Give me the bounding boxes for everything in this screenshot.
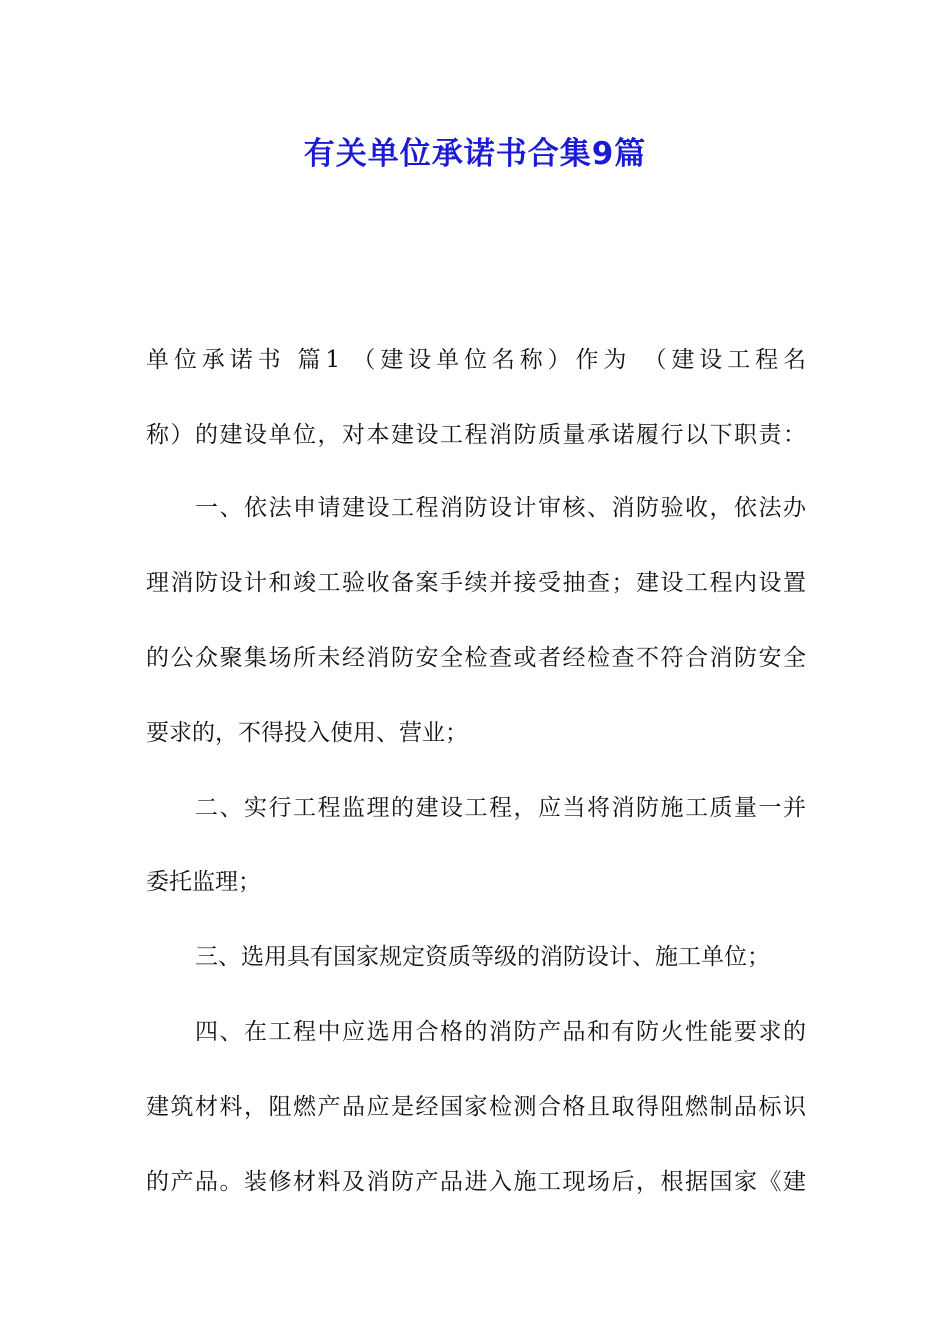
paragraph-line: 委托监理； (146, 869, 261, 895)
paragraph-line: 建筑材料，阻燃产品应是经国家检测合格且取得阻燃制品标识 (146, 1094, 806, 1120)
document-title: 有关单位承诺书合集9篇 (303, 136, 647, 172)
paragraph-line: 四、在工程中应选用合格的消防产品和有防火性能要求的 (195, 1019, 806, 1045)
paragraph-line: 的产品。装修材料及消防产品进入施工现场后，根据国家《建 (146, 1169, 806, 1195)
paragraph-line: 一、依法申请建设工程消防设计审核、消防验收，依法办 (195, 495, 806, 521)
paragraph-line: 单位承诺书 篇1 （建设单位名称）作为 （建设工程名 (146, 347, 806, 373)
paragraph-line: 三、选用具有国家规定资质等级的消防设计、施工单位； (195, 944, 770, 970)
paragraph-line: 的公众聚集场所未经消防安全检查或者经检查不符合消防安全 (146, 645, 806, 671)
paragraph-line: 二、实行工程监理的建设工程，应当将消防施工质量一并 (195, 795, 806, 821)
paragraph-line: 称）的建设单位，对本建设工程消防质量承诺履行以下职责： (146, 422, 806, 448)
paragraph-line: 理消防设计和竣工验收备案手续并接受抽查；建设工程内设置 (146, 570, 806, 596)
paragraph-line: 要求的，不得投入使用、营业； (146, 720, 468, 746)
